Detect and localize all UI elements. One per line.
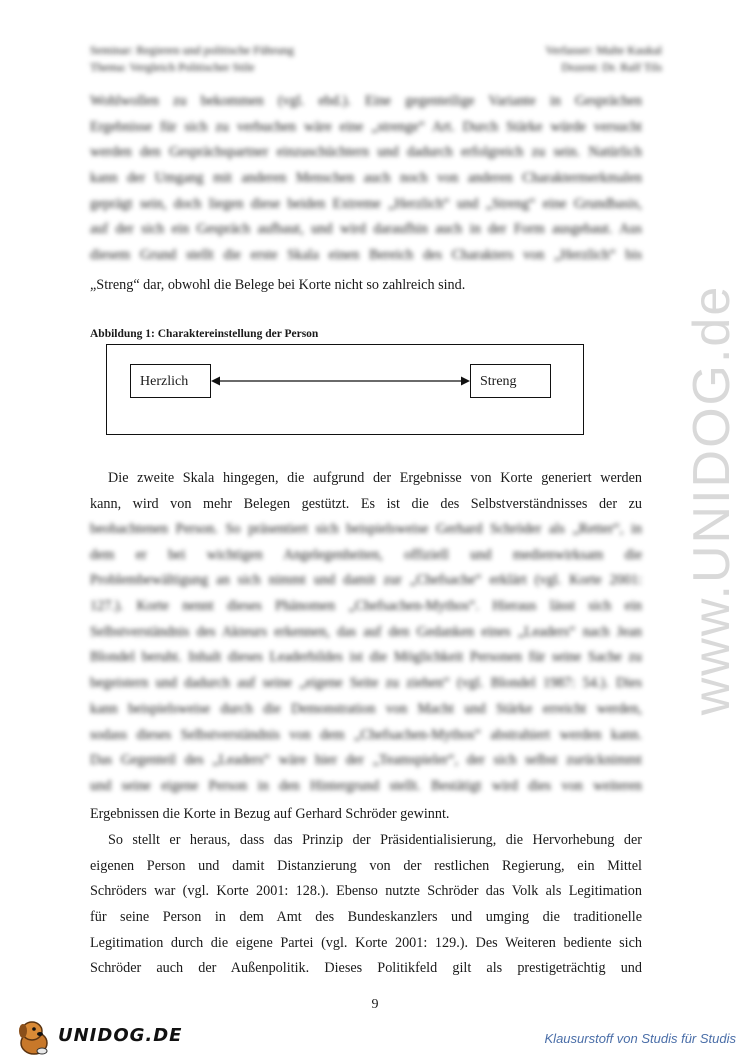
text-line: sodass dieses Selbstverständnis von dem „Chefsachen-Mythos“ abstrahiert werden kann. xyxy=(90,726,642,743)
text-line: kann der Umgang mit anderen Menschen auch noch von anderen Charaktermerkmalen xyxy=(90,170,642,187)
text-line: für seine Person in dem Amt des Bundeskanzlers und umging die traditionelle xyxy=(90,909,642,926)
paragraph-2-end xyxy=(90,802,642,828)
text-line: geprägt sein, doch liegen diese beiden Extreme „Herzlich“ und „Streng“ eine Grundbasis, xyxy=(90,195,642,212)
text-line: auf der sich ein Gespräch aufbaut, und wird daraufhin auch in der Form ausgebaut. Aus xyxy=(90,221,642,238)
text-line: Blondel beruht. Inhalt dieses Leaderbildes ist die Möglichkeit Personen für seine Sache zu xyxy=(90,649,642,666)
figure-scale xyxy=(106,344,584,435)
text-line: begeistern und dadurch auf seine „eigene Seite zu ziehen“ (vgl. Blondel 1987: 54.). Dies xyxy=(90,675,642,692)
logo-text: UNIDOG.DE xyxy=(58,1025,183,1046)
text-line: „Streng“ dar, obwohl die Belege bei Korte nicht so zahlreich sind. xyxy=(90,277,466,293)
double-arrow-icon xyxy=(211,371,470,391)
text-line-content: Die zweite Skala hingegen, die aufgrund der Ergebnisse von Korte generiert werden xyxy=(108,470,642,486)
paragraph-1-end xyxy=(90,273,642,299)
header-right xyxy=(545,42,662,76)
text-line: Das Gegenteil des „Leaders“ wäre hier der „Teamspieler“, der sich selbst zurücknimmt xyxy=(90,752,642,769)
text-line: Problembewältigung an sich nimmt und damit zur „Chefsache“ erklärt (vgl. Korte 2001: xyxy=(90,572,642,589)
scale-right-box: Streng xyxy=(470,364,551,398)
text-line: kann, wird von mehr Belegen gestützt. Es ist die des Selbstverständnisses der zu xyxy=(90,495,642,512)
dog-icon xyxy=(12,1017,56,1057)
text-line: 127.). Korte nennt dieses Phänomen „Chefsachen-Mythos“. Hieraus lässt sich ein xyxy=(90,598,642,615)
text-line: Legitimation durch die eigene Partei (vgl. Korte 2001: 129.). Des Weiteren bediente sich xyxy=(90,934,642,951)
text-line: Selbstverständnis des Akteurs erkennen, das auf den Gedanken eines „Leaders“ nach Jean xyxy=(90,623,642,640)
text-line xyxy=(90,828,642,854)
lecturer-line: Dozent: Dr. Ralf Tils xyxy=(561,60,662,74)
text-line: eigenen Person und damit Distanzierung von der restlichen Regierung, ein Mittel xyxy=(90,857,642,874)
text-line: werden den Gesprächspartner einzuschüchtern und dadurch erfolgreich zu sein. Natürlich xyxy=(90,144,642,161)
text-line: Wohlwollen zu bekommen (vgl. ebd.). Eine gegenteilige Variante in Gesprächen xyxy=(90,93,642,109)
paragraph-2-blurred xyxy=(90,517,642,800)
author-line: Verfasser: Malte Kaukal xyxy=(545,43,662,57)
paragraph-2-start xyxy=(90,466,642,517)
page-number: 9 xyxy=(371,997,379,1012)
text-line: Schröders war (vgl. Korte 2001: 128.). Ebenso nutzte Schröder das Volk als Legitimation xyxy=(90,883,642,900)
figure-caption: Abbildung 1: Charaktereinstellung der Person xyxy=(90,328,319,340)
header-left xyxy=(90,42,294,76)
text-line: diesem Grund stellt die erste Skala einen Bereich des Charakters von „Herzlich“ bis xyxy=(90,247,642,264)
text-line-content: So stellt er heraus, dass das Prinzip der Präsidentialisierung, die Hervorhebung der xyxy=(108,832,642,848)
scale-left-box: Herzlich xyxy=(130,364,211,398)
text-line: Schröder auch der Außenpolitik. Dieses Politikfeld gilt als prestigeträchtig und xyxy=(90,960,642,977)
paragraph-3 xyxy=(90,828,642,982)
seminar-line: Seminar: Regieren und politische Führung xyxy=(90,43,294,57)
text-line: dem er bei wichtigen Angelegenheiten, offiziell und medienwirksam die xyxy=(90,546,642,563)
topic-line: Thema: Vergleich Politischer Stile xyxy=(90,60,255,74)
text-line: Ergebnisse für sich zu verbuchen wäre eine „strenge“ Art. Durch Stärke würde versucht xyxy=(90,118,642,135)
unidog-logo[interactable] xyxy=(12,1017,183,1057)
text-line: und seine eigene Person in den Hintergrund stellt. Bestätigt wird dies von weiteren xyxy=(90,777,642,794)
text-line: Ergebnissen die Korte in Bezug auf Gerhard Schröder gewinnt. xyxy=(90,806,450,822)
watermark-text: www.UNIDOG.de xyxy=(683,284,741,716)
text-line xyxy=(90,466,642,492)
text-line: kann beispielsweise durch die Demonstration von Macht und Stärke erreicht werden, xyxy=(90,700,642,717)
paragraph-1-blurred xyxy=(90,89,642,269)
footer-slogan: Klausurstoff von Studis für Studis xyxy=(544,1031,736,1046)
text-line: beobachtenen Person. So präsentiert sich beispielsweise Gerhard Schröder als „Retter“, in xyxy=(90,521,642,537)
